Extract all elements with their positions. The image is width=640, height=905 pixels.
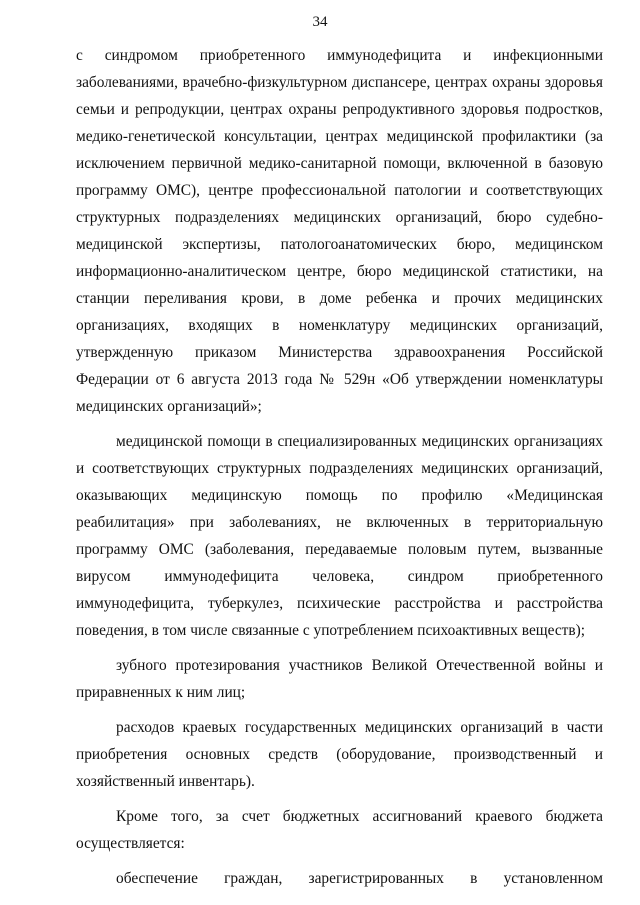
text-line: утвержденную приказом Министерства здравоохранения Российской <box>76 344 603 361</box>
paragraph-6 <box>76 865 603 892</box>
document-body <box>76 42 603 892</box>
text-line: станции переливания крови, в доме ребенка и прочих медицинских <box>76 290 603 307</box>
text-line: заболеваниями, врачебно-физкультурном диспансере, центрах охраны здоровья <box>76 74 603 91</box>
paragraph-5 <box>76 803 603 857</box>
paragraph-1 <box>76 42 603 420</box>
text-line: программу ОМС (заболевания, передаваемые половым путем, вызванные <box>76 541 603 558</box>
text-line: исключением первичной медико-санитарной помощи, включенной в базовую <box>76 155 603 172</box>
text-line: обеспечение граждан, зарегистрированных в установленном <box>116 870 603 887</box>
text-line: приравненных к ним лиц; <box>76 684 246 701</box>
text-line: информационно-аналитическом центре, бюро медицинской статистики, на <box>76 263 603 280</box>
text-line: реабилитация» при заболеваниях, не включенных в территориальную <box>76 514 603 531</box>
text-line: программу ОМС), центре профессиональной патологии и соответствующих <box>76 182 603 199</box>
text-line: Кроме того, за счет бюджетных ассигнований краевого бюджета <box>116 808 603 825</box>
text-line: оказывающих медицинскую помощь по профилю «Медицинская <box>76 487 603 504</box>
text-line: семьи и репродукции, центрах охраны репродуктивного здоровья подростков, <box>76 101 603 118</box>
text-line: медико-генетической консультации, центрах медицинской профилактики (за <box>76 128 603 145</box>
page-number: 34 <box>312 14 328 30</box>
text-line: расходов краевых государственных медицинских организаций в части <box>116 719 603 736</box>
text-line: структурных подразделениях медицинских организаций, бюро судебно- <box>76 209 603 226</box>
text-line: и соответствующих структурных подразделениях медицинских организаций, <box>76 460 603 477</box>
text-line: вирусом иммунодефицита человека, синдром приобретенного <box>76 568 603 585</box>
text-line: с синдромом приобретенного иммунодефицита и инфекционными <box>76 47 603 64</box>
text-line: осуществляется: <box>76 835 185 852</box>
paragraph-4 <box>76 714 603 795</box>
paragraph-2 <box>76 428 603 644</box>
text-line: медицинской экспертизы, патологоанатомических бюро, медицинском <box>76 236 603 253</box>
text-line: хозяйственный инвентарь). <box>76 773 255 790</box>
text-line: организациях, входящих в номенклатуру медицинских организаций, <box>76 317 603 334</box>
paragraph-3 <box>76 652 603 706</box>
text-line: приобретения основных средств (оборудование, производственный и <box>76 746 603 763</box>
text-line: Федерации от 6 августа 2013 года № 529н «Об утверждении номенклатуры <box>76 371 603 388</box>
text-line: иммунодефицита, туберкулез, психические расстройства и расстройства <box>76 595 603 612</box>
text-line: медицинской помощи в специализированных медицинских организациях <box>116 433 603 450</box>
text-line: медицинских организаций»; <box>76 398 262 415</box>
text-line: поведения, в том числе связанные с употреблением психоактивных веществ); <box>76 622 586 639</box>
text-line: зубного протезирования участников Великой Отечественной войны и <box>116 657 603 674</box>
